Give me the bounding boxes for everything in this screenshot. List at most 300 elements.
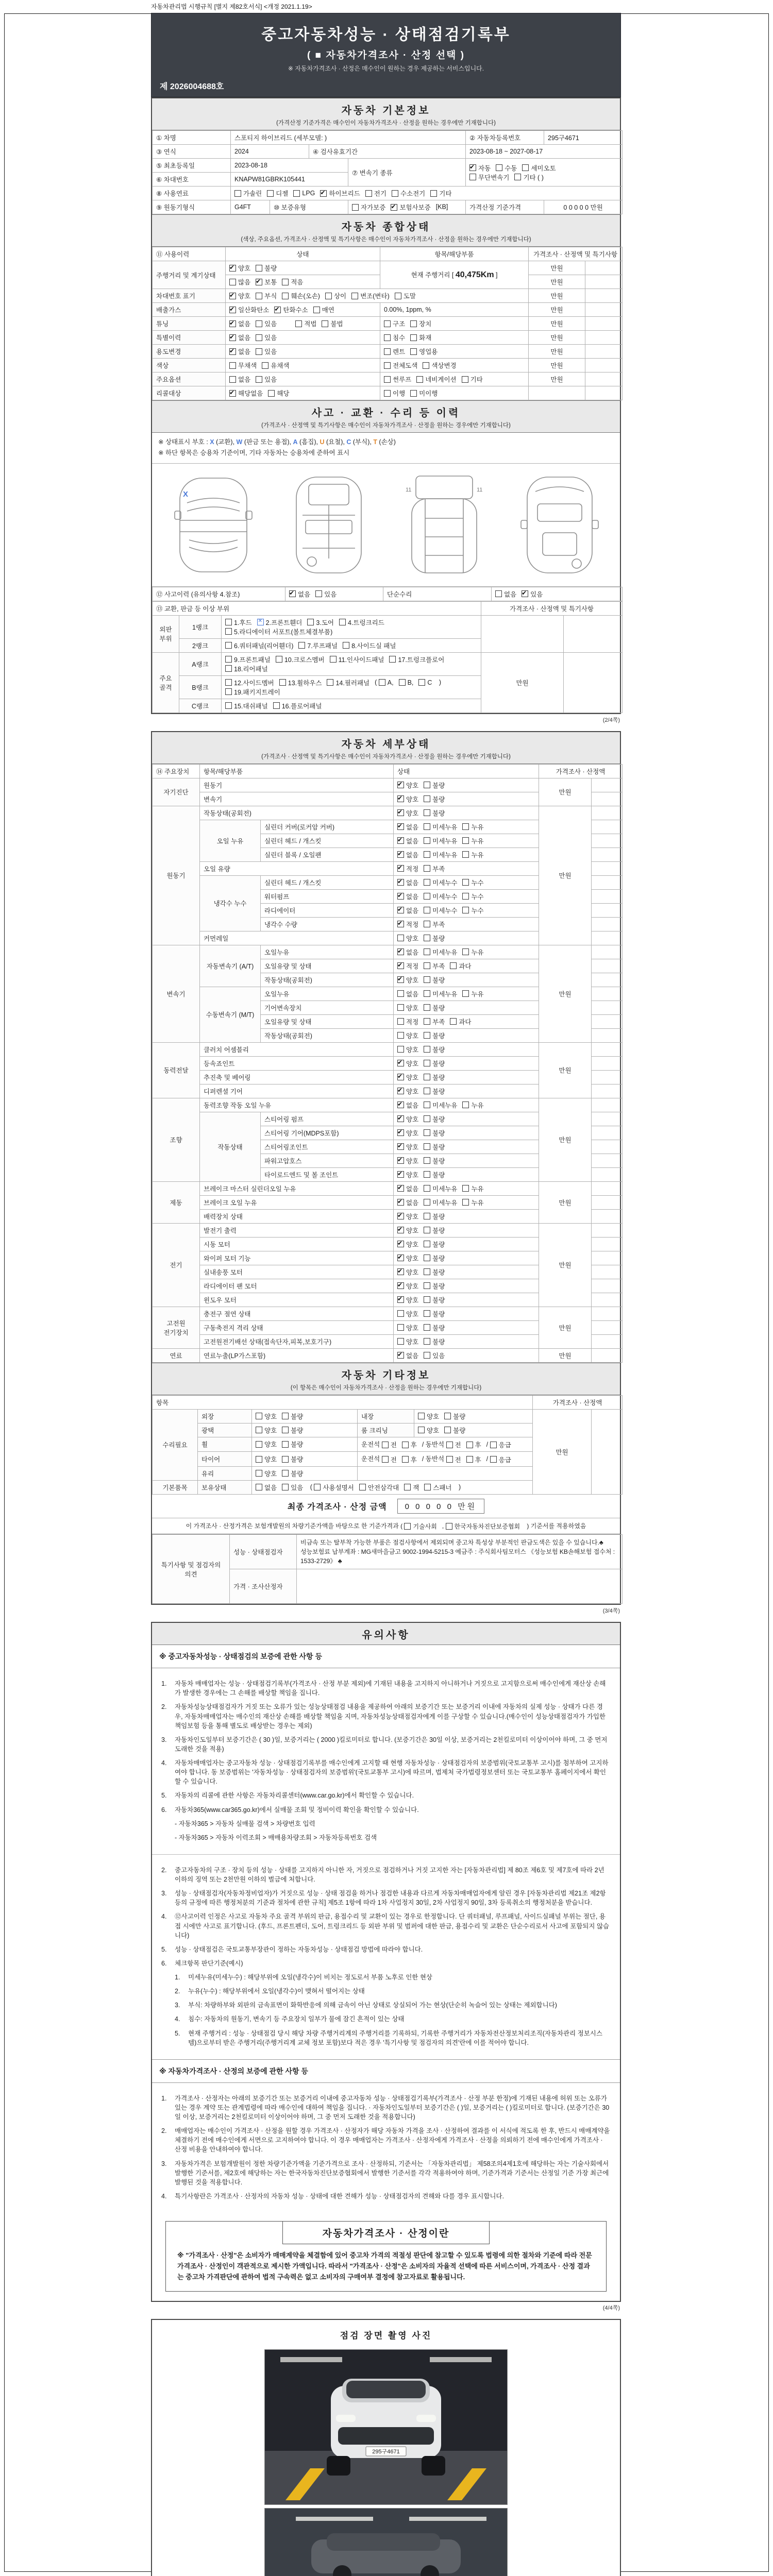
checkbox[interactable] — [225, 656, 232, 663]
checkbox[interactable] — [466, 1456, 473, 1463]
checkbox[interactable] — [424, 1171, 430, 1178]
checkbox[interactable] — [424, 1004, 430, 1011]
checkbox[interactable] — [314, 1484, 321, 1490]
checkbox[interactable] — [424, 1101, 430, 1108]
device-label: 동력전달 — [153, 1042, 200, 1098]
document-title: 중고자동차성능 · 상태점검기록부 — [261, 26, 511, 43]
checkbox[interactable] — [397, 948, 404, 955]
other-item-detail-options — [358, 1452, 533, 1467]
checkbox-option — [256, 1483, 277, 1492]
checkbox[interactable] — [397, 893, 404, 900]
checkbox-label: 11.인사이드패널 — [338, 656, 384, 664]
checkbox[interactable] — [450, 962, 457, 969]
checkbox[interactable] — [397, 1115, 404, 1122]
checkbox-label: 기타 ( ) — [523, 174, 544, 181]
checkbox[interactable] — [397, 1268, 404, 1275]
checkbox-option — [424, 947, 457, 957]
checkbox[interactable] — [256, 334, 262, 341]
checkbox[interactable] — [397, 935, 404, 941]
checkbox[interactable] — [424, 1241, 430, 1247]
checkbox[interactable] — [327, 679, 333, 686]
checkbox[interactable] — [404, 1523, 411, 1530]
opinion-author-label: 성능 · 상태점검자 — [230, 1535, 297, 1569]
checkbox[interactable] — [424, 1213, 430, 1219]
checkbox[interactable] — [322, 320, 328, 327]
checkbox[interactable] — [397, 865, 404, 872]
checkbox-option — [256, 1454, 277, 1464]
checkbox[interactable] — [229, 320, 236, 327]
checkbox[interactable] — [397, 1296, 404, 1303]
checkbox-label: 양호 — [406, 976, 419, 984]
checkbox[interactable] — [424, 1484, 431, 1490]
checkbox[interactable] — [234, 190, 241, 197]
checkbox[interactable] — [423, 362, 429, 369]
checkbox[interactable] — [469, 164, 476, 171]
checkbox[interactable] — [343, 642, 349, 649]
text-label: ) 기준서를 적용하였음 — [525, 1522, 586, 1530]
checkbox[interactable] — [384, 334, 391, 341]
notice-text: 자동차365(www.car365.go.kr)에서 실매물 조회 및 정비이력 확인을 확인할 수 있습니다. — [175, 1806, 419, 1814]
checkbox[interactable] — [282, 1441, 289, 1448]
checkbox-option — [397, 1212, 418, 1221]
checkbox[interactable] — [256, 293, 262, 299]
text-label: / 동반석 — [422, 1455, 446, 1463]
checkbox[interactable] — [262, 362, 268, 369]
checkbox[interactable] — [256, 1484, 262, 1490]
checkbox[interactable] — [450, 1018, 457, 1025]
checkbox[interactable] — [315, 590, 322, 597]
checkbox[interactable] — [225, 628, 232, 635]
checkbox[interactable] — [330, 656, 337, 663]
checkbox[interactable] — [416, 376, 423, 383]
checkbox[interactable] — [397, 1157, 404, 1164]
item-label: 파워고압호스 — [261, 1154, 394, 1167]
checkbox[interactable] — [410, 320, 417, 327]
checkbox[interactable] — [229, 307, 236, 313]
checkbox[interactable] — [397, 809, 404, 816]
checkbox[interactable] — [384, 362, 391, 369]
checkbox[interactable] — [466, 1442, 473, 1448]
checkbox[interactable] — [225, 619, 232, 625]
checkbox-option — [410, 333, 431, 342]
checkbox[interactable] — [274, 307, 281, 313]
final-price-value: 0 0 0 0 0 만원 — [397, 1499, 485, 1514]
checkbox[interactable] — [462, 1101, 469, 1108]
checkbox[interactable] — [359, 1484, 366, 1490]
checkbox-label: 해당없음 — [238, 390, 263, 397]
checkbox[interactable] — [424, 921, 430, 927]
checkbox[interactable] — [424, 1032, 430, 1039]
checkbox[interactable] — [256, 320, 262, 327]
checkbox[interactable] — [392, 190, 398, 197]
checkbox[interactable] — [424, 1324, 430, 1331]
checkbox[interactable] — [384, 376, 391, 383]
checkbox[interactable] — [462, 879, 469, 886]
checkbox[interactable] — [256, 348, 262, 355]
checkbox-label: 누유 — [471, 1185, 484, 1193]
checkbox[interactable] — [496, 164, 502, 171]
checkbox[interactable] — [462, 990, 469, 997]
overall-status-table — [152, 247, 623, 400]
checkbox-option — [397, 1142, 418, 1151]
checkbox[interactable] — [397, 1310, 404, 1317]
checkbox[interactable] — [268, 390, 275, 397]
checkbox-option — [423, 361, 456, 370]
checkbox[interactable] — [320, 190, 327, 197]
checkbox[interactable] — [295, 320, 302, 327]
checkbox[interactable] — [397, 1101, 404, 1108]
checkbox[interactable] — [424, 1338, 430, 1345]
checkbox[interactable] — [325, 293, 332, 299]
device-label: 제동 — [153, 1181, 200, 1223]
other-price-cell: 만원 — [533, 1409, 592, 1494]
checkbox[interactable] — [462, 376, 468, 383]
checkbox[interactable] — [384, 390, 391, 397]
checkbox[interactable] — [424, 1074, 430, 1080]
checkbox[interactable] — [379, 679, 385, 686]
checkbox-label: 불량 — [453, 1413, 466, 1420]
checkbox[interactable] — [273, 702, 280, 709]
checkbox-label: 없음 — [406, 851, 419, 859]
checkbox[interactable] — [282, 1413, 289, 1419]
checkbox[interactable] — [424, 1296, 430, 1303]
checkbox[interactable] — [418, 679, 425, 686]
item-label: 실내송풍 모터 — [200, 1265, 394, 1279]
checkbox[interactable] — [410, 390, 417, 397]
checkbox[interactable] — [256, 1413, 262, 1419]
checkbox[interactable] — [382, 1442, 389, 1448]
checkbox[interactable] — [424, 1060, 430, 1066]
checkbox[interactable] — [282, 1427, 289, 1433]
notice-item — [161, 1945, 611, 1954]
checkbox-label: 양호 — [406, 1115, 419, 1123]
photo-section-title: 점검 장면 촬영 사진 — [340, 2330, 432, 2341]
checkbox[interactable] — [424, 1352, 430, 1359]
checkbox[interactable] — [225, 642, 232, 649]
checkbox[interactable] — [424, 1255, 430, 1261]
final-price-row — [152, 1495, 620, 1518]
checkbox[interactable] — [397, 1227, 404, 1233]
checkbox[interactable] — [229, 348, 236, 355]
checkbox[interactable] — [418, 1427, 425, 1433]
item-status-options — [394, 1293, 539, 1307]
checkbox[interactable] — [397, 1060, 404, 1066]
note-cell — [592, 1140, 623, 1154]
checkbox[interactable] — [424, 962, 430, 969]
checkbox[interactable] — [298, 642, 305, 649]
checkbox-label: 17.트렁크플로어 — [398, 656, 445, 664]
checkbox-option — [462, 850, 483, 859]
checkbox[interactable] — [395, 293, 401, 299]
checkbox[interactable] — [229, 293, 236, 299]
checkbox[interactable] — [424, 893, 430, 900]
legend-text: (교환), — [214, 438, 237, 446]
checkbox[interactable] — [446, 1442, 453, 1448]
checkbox[interactable] — [397, 921, 404, 927]
checkbox-option — [397, 808, 418, 818]
text-label: / — [486, 1440, 490, 1448]
checkbox[interactable] — [424, 1227, 430, 1233]
checkbox[interactable] — [352, 204, 359, 211]
checkbox[interactable] — [462, 1185, 469, 1192]
checkbox[interactable] — [397, 1185, 404, 1192]
checkbox[interactable] — [276, 656, 282, 663]
checkbox[interactable] — [293, 190, 300, 197]
checkbox[interactable] — [424, 990, 430, 997]
checkbox-option — [418, 1412, 439, 1421]
checkbox-label: 없음 — [406, 879, 419, 887]
checkbox[interactable] — [424, 976, 430, 983]
checkbox[interactable] — [424, 865, 430, 872]
checkbox[interactable] — [256, 265, 262, 272]
checkbox[interactable] — [402, 1456, 409, 1463]
checkbox[interactable] — [225, 679, 232, 686]
checkbox[interactable] — [282, 1470, 289, 1477]
checkbox[interactable] — [384, 348, 391, 355]
checkbox-label: 3.도어 — [316, 619, 334, 626]
other-item-label: 보유상태 — [198, 1480, 252, 1494]
notice-number: 6. — [161, 1959, 167, 1967]
checkbox-label: 있음 — [291, 1484, 304, 1492]
checkbox[interactable] — [351, 293, 358, 299]
checkbox-option — [424, 1170, 445, 1179]
checkbox[interactable] — [397, 1199, 404, 1206]
checkbox[interactable] — [397, 1324, 404, 1331]
checkbox[interactable] — [424, 879, 430, 886]
checkbox[interactable] — [424, 809, 430, 816]
checkbox-label: 양호 — [406, 1129, 419, 1137]
checkbox[interactable] — [256, 1427, 262, 1433]
checkbox[interactable] — [444, 1427, 451, 1433]
checkbox-label: 불량 — [432, 1310, 445, 1318]
item-status-options — [394, 1167, 539, 1181]
checkbox[interactable] — [424, 935, 430, 941]
checkbox[interactable] — [424, 1268, 430, 1275]
panel-items — [222, 675, 481, 699]
checkbox[interactable] — [365, 190, 372, 197]
checkbox[interactable] — [495, 590, 502, 597]
checkbox[interactable] — [397, 1171, 404, 1178]
checkbox[interactable] — [229, 362, 236, 369]
checkbox-option — [424, 850, 457, 859]
checkbox[interactable] — [256, 376, 262, 383]
exchange-mark-x: X — [182, 489, 188, 499]
form-reference-note: 자동차관리법 시행규칙 [별지 제82호서식] <개정 2021.1.19> — [151, 3, 312, 10]
checkbox[interactable] — [397, 782, 404, 788]
checkbox[interactable] — [424, 1157, 430, 1164]
checkbox[interactable] — [397, 1352, 404, 1359]
legend-text: ※ 상태표시 부호 : — [158, 438, 210, 446]
note-cell — [592, 1014, 623, 1028]
checkbox[interactable] — [256, 1441, 262, 1448]
checkbox[interactable] — [397, 1032, 404, 1039]
checkbox[interactable] — [399, 679, 406, 686]
notice-subtext: - 자동차365 > 자동차 이력조회 > 매매용차량조회 > 자동차등록번호 검색 — [175, 1834, 377, 1841]
checkbox[interactable] — [462, 1199, 469, 1206]
checkbox[interactable] — [424, 823, 430, 830]
checkbox[interactable] — [282, 1484, 289, 1490]
checkbox[interactable] — [397, 1046, 404, 1053]
detail-header-item: 항목/해당부품 — [200, 764, 394, 778]
checkbox-label: 양호 — [264, 1427, 277, 1434]
checkbox[interactable] — [397, 1143, 404, 1150]
checkbox[interactable] — [424, 1143, 430, 1150]
checkbox-option — [466, 1455, 481, 1464]
checkbox-option — [424, 836, 457, 845]
checkbox[interactable] — [229, 376, 236, 383]
checkbox[interactable] — [384, 320, 391, 327]
checkbox[interactable] — [514, 174, 521, 180]
checkbox[interactable] — [424, 948, 430, 955]
checkbox-label: 누유 — [471, 948, 484, 956]
checkbox[interactable] — [256, 279, 262, 285]
checkbox[interactable] — [424, 1129, 430, 1136]
checkbox[interactable] — [424, 1199, 430, 1206]
checkbox[interactable] — [462, 907, 469, 913]
checkbox[interactable] — [397, 1213, 404, 1219]
checkbox[interactable] — [462, 837, 469, 844]
checkbox[interactable] — [397, 823, 404, 830]
checkbox[interactable] — [397, 851, 404, 858]
checkbox-label: 없음 — [406, 907, 419, 914]
checkbox[interactable] — [490, 1456, 497, 1463]
checkbox[interactable] — [229, 279, 236, 285]
text-label: 운전석 — [361, 1455, 382, 1463]
checkbox[interactable] — [282, 1456, 289, 1463]
checkbox-label: 양호 — [406, 1241, 419, 1248]
checkbox[interactable] — [282, 293, 289, 299]
checkbox[interactable] — [397, 795, 404, 802]
checkbox[interactable] — [397, 1255, 404, 1261]
checkbox[interactable] — [397, 1241, 404, 1247]
checkbox[interactable] — [282, 279, 289, 285]
checkbox[interactable] — [267, 190, 274, 197]
checkbox[interactable] — [225, 688, 232, 695]
checkbox[interactable] — [446, 1456, 453, 1463]
checkbox-label: 화재 — [419, 334, 432, 342]
checkbox-label: 없음 — [504, 590, 517, 598]
checkbox[interactable] — [391, 204, 397, 211]
device-label: 연료 — [153, 1348, 200, 1362]
checkbox[interactable] — [462, 893, 469, 900]
checkbox[interactable] — [397, 837, 404, 844]
checkbox[interactable] — [424, 1018, 430, 1025]
checkbox-label: 없음 — [406, 1199, 419, 1207]
checkbox[interactable] — [397, 1129, 404, 1136]
checkbox[interactable] — [397, 1074, 404, 1080]
checkbox[interactable] — [424, 1115, 430, 1122]
checkbox[interactable] — [462, 851, 469, 858]
checkbox[interactable] — [462, 823, 469, 830]
note-cell — [592, 1126, 623, 1140]
checkbox[interactable] — [424, 851, 430, 858]
checkbox-option — [424, 892, 457, 901]
checkbox[interactable] — [229, 334, 236, 341]
checkbox[interactable] — [397, 976, 404, 983]
checkbox[interactable] — [229, 390, 236, 397]
checkbox[interactable] — [522, 590, 528, 597]
checkbox[interactable] — [257, 619, 264, 625]
checkbox[interactable] — [397, 1018, 404, 1025]
checkbox[interactable] — [469, 174, 476, 180]
checkbox[interactable] — [397, 1282, 404, 1289]
checkbox-option — [379, 679, 394, 686]
checkbox[interactable] — [424, 837, 430, 844]
checkbox-option — [397, 989, 418, 998]
checkbox-label: 양호 — [406, 1088, 419, 1095]
checkbox[interactable] — [256, 1456, 262, 1463]
checkbox-label: 누수 — [471, 893, 484, 901]
checkbox[interactable] — [410, 348, 417, 355]
note-cell — [585, 386, 623, 400]
notice-subtext: 부식: 차량하부와 외판의 금속표면이 화학반응에 의해 금속이 아닌 상태로 상실되어 가는 현상(단순히 녹슬어 있는 상태는 제외합니다) — [188, 2002, 557, 2009]
checkbox[interactable] — [225, 665, 232, 672]
checkbox[interactable] — [397, 907, 404, 913]
checkbox[interactable] — [424, 795, 430, 802]
checkbox[interactable] — [397, 990, 404, 997]
checkbox[interactable] — [397, 1338, 404, 1345]
note-cell — [592, 820, 623, 834]
checkbox[interactable] — [279, 679, 286, 686]
detail-header-status: 상태 — [394, 764, 539, 778]
checkbox[interactable] — [424, 1282, 430, 1289]
checkbox[interactable] — [397, 962, 404, 969]
checkbox[interactable] — [397, 1004, 404, 1011]
checkbox[interactable] — [382, 1456, 389, 1463]
checkbox[interactable] — [229, 265, 236, 272]
checkbox[interactable] — [430, 190, 437, 197]
checkbox[interactable] — [424, 1088, 430, 1094]
checkbox[interactable] — [402, 1442, 409, 1448]
checkbox[interactable] — [418, 1413, 425, 1419]
checkbox[interactable] — [444, 1413, 451, 1419]
checkbox[interactable] — [424, 782, 430, 788]
checkbox[interactable] — [404, 1484, 411, 1490]
checkbox[interactable] — [289, 590, 296, 597]
checkbox[interactable] — [424, 1046, 430, 1053]
item-label: 디퍼렌셜 기어 — [200, 1084, 394, 1098]
checkbox[interactable] — [424, 907, 430, 913]
checkbox[interactable] — [339, 619, 346, 625]
checkbox[interactable] — [522, 164, 529, 171]
item-status-options — [394, 1320, 539, 1334]
checkbox[interactable] — [424, 1185, 430, 1192]
checkbox[interactable] — [397, 879, 404, 886]
checkbox[interactable] — [225, 702, 232, 709]
checkbox-option — [397, 1267, 418, 1277]
checkbox[interactable] — [410, 334, 417, 341]
checkbox[interactable] — [424, 1310, 430, 1317]
checkbox-label: 양호 — [406, 1143, 419, 1151]
checkbox[interactable] — [256, 1470, 262, 1477]
checkbox-label: 영업용 — [419, 348, 438, 355]
checkbox[interactable] — [313, 307, 320, 313]
checkbox[interactable] — [446, 1523, 452, 1530]
legend-text: (손상) — [377, 438, 396, 446]
checkbox[interactable] — [462, 948, 469, 955]
accident-history-header — [152, 400, 620, 433]
checkbox[interactable] — [307, 619, 314, 625]
checkbox[interactable] — [490, 1442, 497, 1448]
price-cell: 만원 — [529, 359, 585, 372]
checkbox-option — [462, 878, 483, 887]
transmission-type-options — [466, 159, 623, 187]
notice-number: 1. — [161, 1680, 167, 1688]
item-label: 고전원전기배선 상태(접속단자,피복,보호기구) — [200, 1334, 394, 1348]
checkbox[interactable] — [397, 1088, 404, 1094]
note-cell — [585, 261, 623, 275]
checkbox[interactable] — [389, 656, 396, 663]
